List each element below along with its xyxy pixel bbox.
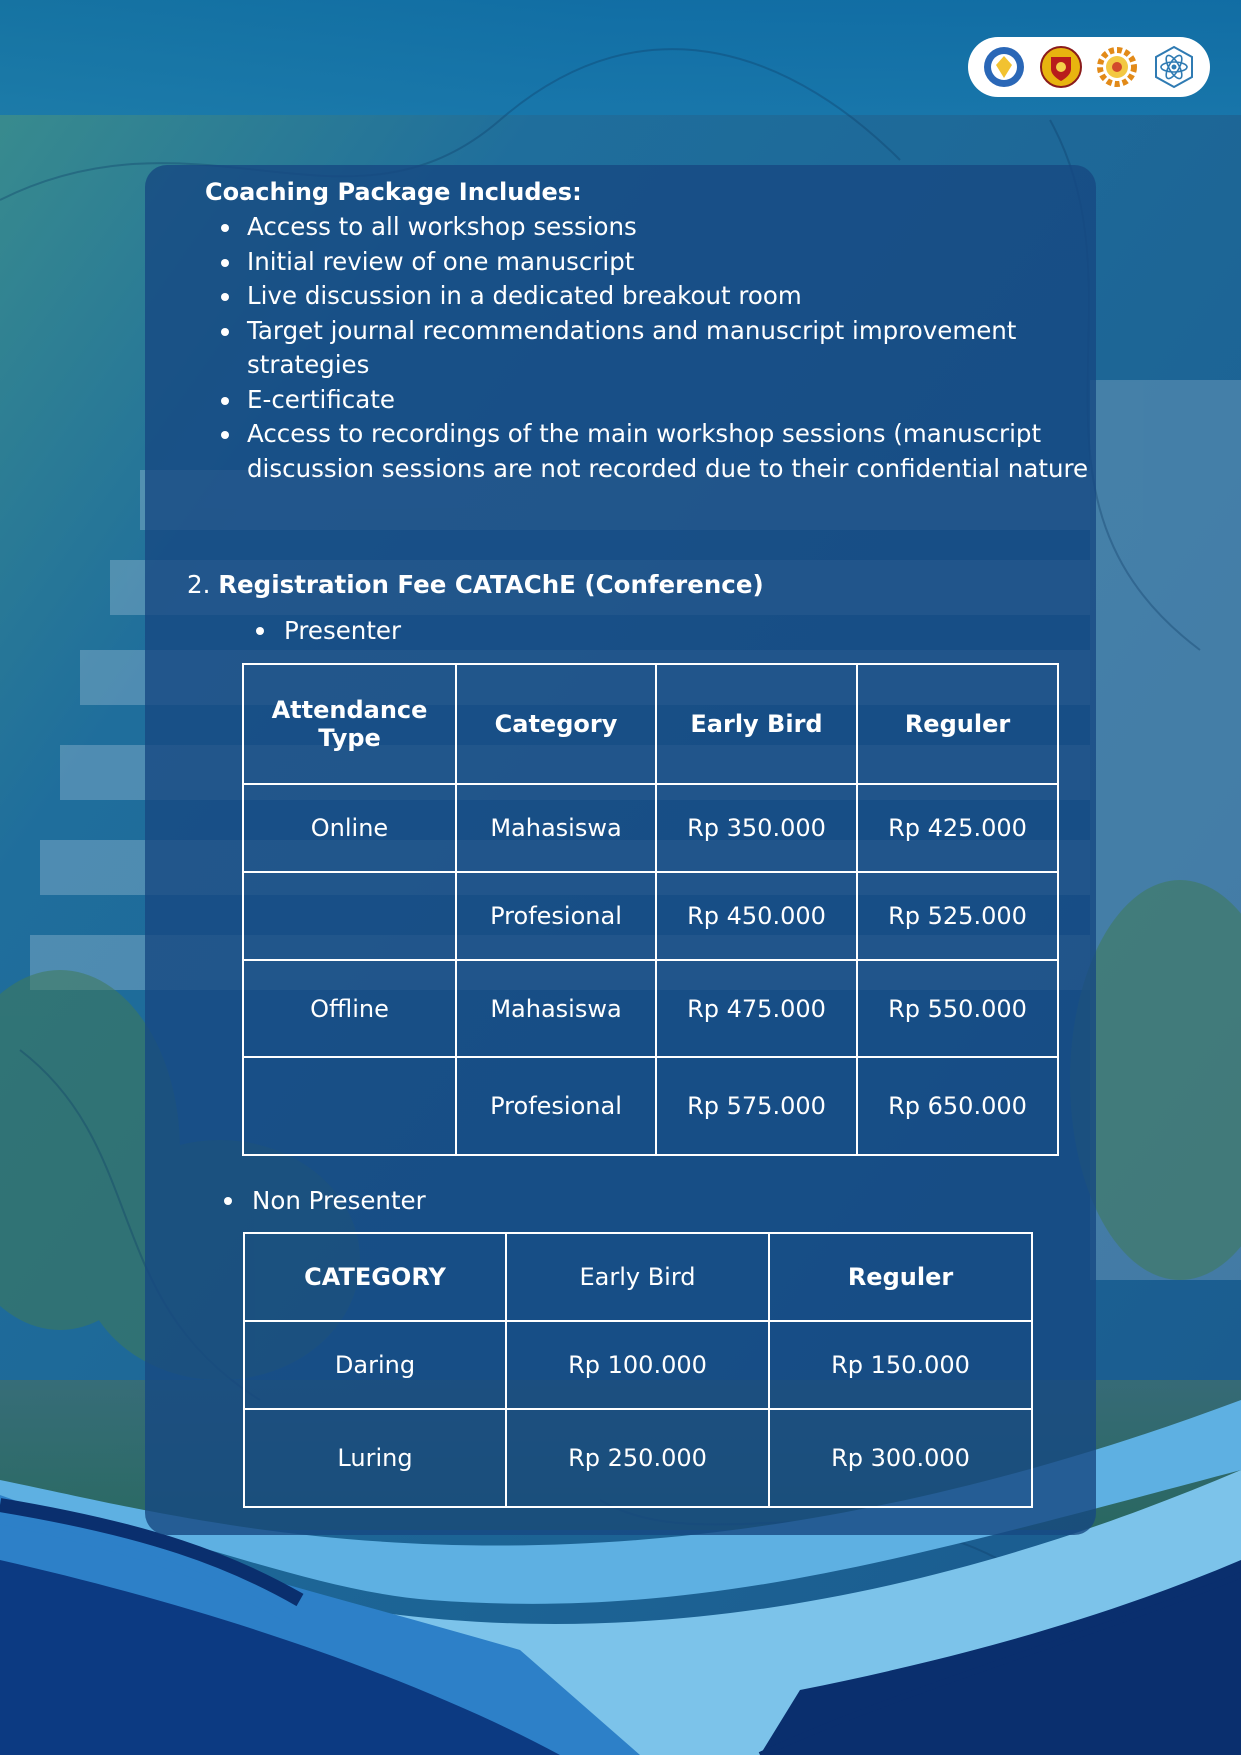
- table-cell: [243, 1057, 456, 1155]
- table-cell: Rp 525.000: [857, 872, 1058, 960]
- section-title: Registration Fee CATAChE (Conference): [218, 570, 764, 599]
- table-cell: Rp 575.000: [656, 1057, 857, 1155]
- presenter-bullet: [284, 614, 401, 648]
- list-item: Initial review of one manuscript: [247, 245, 1107, 280]
- coaching-package-list: [205, 210, 1107, 486]
- table-header-cell: Early Bird: [506, 1233, 769, 1321]
- non-presenter-label: Non Presenter: [252, 1186, 426, 1215]
- table-cell: Luring: [244, 1409, 506, 1507]
- section-heading: [187, 568, 764, 602]
- table-row: [243, 872, 1058, 960]
- list-item: Target journal recommendations and manuscript improvement strategies: [247, 314, 1107, 383]
- list-item: E-certificate: [247, 383, 1107, 418]
- non-presenter-bullet: [252, 1184, 426, 1218]
- table-cell: Rp 425.000: [857, 784, 1058, 872]
- presenter-label: Presenter: [284, 616, 402, 645]
- table-row: [243, 1057, 1058, 1155]
- table-row: [244, 1409, 1032, 1507]
- table-header-cell: Category: [456, 664, 656, 784]
- table-cell: Offline: [243, 960, 456, 1057]
- table-cell: Rp 650.000: [857, 1057, 1058, 1155]
- non-presenter-fee-table: [243, 1232, 1033, 1508]
- table-cell: Rp 100.000: [506, 1321, 769, 1409]
- table-cell: Mahasiswa: [456, 960, 656, 1057]
- table-row: [243, 960, 1058, 1057]
- table-cell: Rp 350.000: [656, 784, 857, 872]
- list-item: Access to all workshop sessions: [247, 210, 1107, 245]
- bullet-dot: [224, 1197, 232, 1205]
- table-cell: Mahasiswa: [456, 784, 656, 872]
- table-row: [243, 784, 1058, 872]
- table-header-row: [244, 1233, 1032, 1321]
- list-item: Access to recordings of the main workshop sessions (manuscript discussion sessions are not recorded due to their confidential nature: [247, 417, 1107, 486]
- table-header-cell: Reguler: [769, 1233, 1032, 1321]
- table-cell: Daring: [244, 1321, 506, 1409]
- presenter-fee-table: [242, 663, 1059, 1156]
- bullet-dot: [256, 627, 264, 635]
- table-cell: Online: [243, 784, 456, 872]
- table-header-cell: Reguler: [857, 664, 1058, 784]
- table-cell: Profesional: [456, 872, 656, 960]
- table-row: [244, 1321, 1032, 1409]
- table-cell: Rp 450.000: [656, 872, 857, 960]
- table-header-row: [243, 664, 1058, 784]
- section-number: 2.: [187, 570, 211, 599]
- table-header-cell: Early Bird: [656, 664, 857, 784]
- table-cell: Rp 150.000: [769, 1321, 1032, 1409]
- coaching-package-title: Coaching Package Includes:: [205, 178, 582, 206]
- table-cell: Rp 550.000: [857, 960, 1058, 1057]
- list-item: Live discussion in a dedicated breakout room: [247, 279, 1107, 314]
- table-cell: Rp 250.000: [506, 1409, 769, 1507]
- table-cell: Rp 475.000: [656, 960, 857, 1057]
- table-header-cell: Attendance Type: [243, 664, 456, 784]
- table-cell: Rp 300.000: [769, 1409, 1032, 1507]
- table-cell: [243, 872, 456, 960]
- table-header-cell: CATEGORY: [244, 1233, 506, 1321]
- table-cell: Profesional: [456, 1057, 656, 1155]
